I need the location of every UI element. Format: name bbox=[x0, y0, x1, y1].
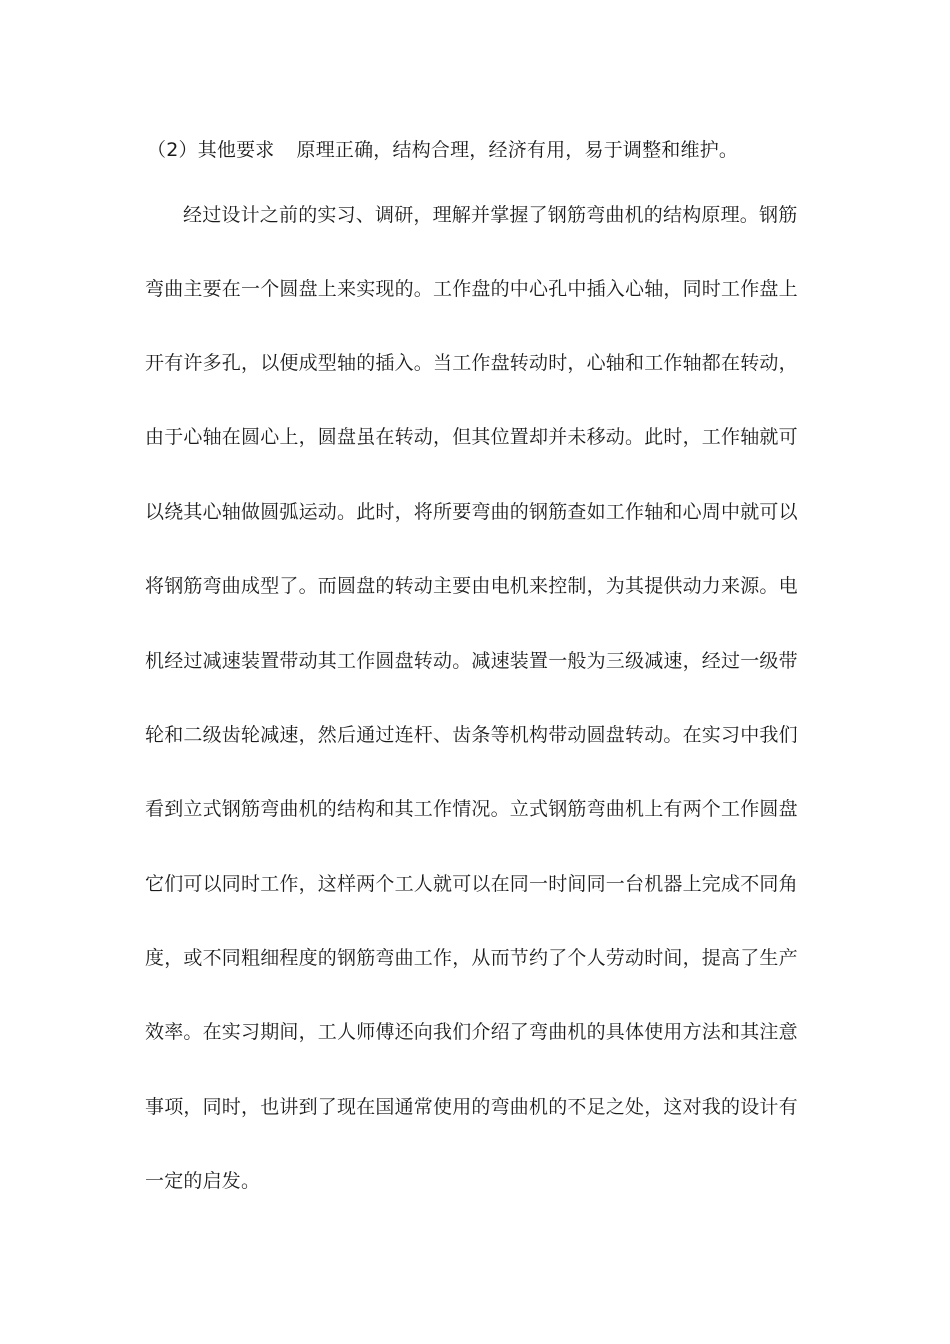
paragraph-line: 效率。在实习期间，工人师傅还向我们介绍了弯曲机的具体使用方法和其注意 bbox=[145, 1021, 798, 1043]
requirement-line bbox=[147, 138, 738, 162]
paragraph-line: 由于心轴在圆心上，圆盘虽在转动，但其位置却并未移动。此时，工作轴就可 bbox=[145, 426, 798, 448]
paragraph-line: 将钢筋弯曲成型了。而圆盘的转动主要由电机来控制，为其提供动力来源。电 bbox=[145, 575, 798, 597]
requirement-text: 原理正确，结构合理，经济有用，易于调整和维护。 bbox=[296, 139, 739, 161]
requirement-label: （2）其他要求 bbox=[147, 139, 275, 161]
paragraph-line: 它们可以同时工作，这样两个工人就可以在同一时间同一台机器上完成不同角 bbox=[145, 873, 798, 895]
paragraph-line: 一定的启发。 bbox=[145, 1170, 261, 1192]
paragraph-line: 机经过减速装置带动其工作圆盘转动。减速装置一般为三级减速，经过一级带 bbox=[145, 650, 798, 672]
paragraph-line: 开有许多孔，以便成型轴的插入。当工作盘转动时，心轴和工作轴都在转动， bbox=[145, 352, 798, 374]
paragraph-line: 轮和二级齿轮减速，然后通过连杆、齿条等机构带动圆盘转动。在实习中我们 bbox=[145, 724, 798, 746]
paragraph-line: 弯曲主要在一个圆盘上来实现的。工作盘的中心孔中插入心轴，同时工作盘上 bbox=[145, 278, 798, 300]
paragraph-line: 事项，同时，也讲到了现在国通常使用的弯曲机的不足之处，这对我的设计有 bbox=[145, 1096, 798, 1118]
paragraph-line: 以绕其心轴做圆弧运动。此时，将所要弯曲的钢筋查如工作轴和心周中就可以 bbox=[145, 501, 798, 523]
paragraph-line: 度，或不同粗细程度的钢筋弯曲工作，从而节约了个人劳动时间，提高了生产 bbox=[145, 947, 798, 969]
paragraph-line: 看到立式钢筋弯曲机的结构和其工作情况。立式钢筋弯曲机上有两个工作圆盘 bbox=[145, 798, 798, 820]
paragraph-line: 经过设计之前的实习、调研，理解并掌握了钢筋弯曲机的结构原理。钢筋 bbox=[183, 204, 798, 226]
